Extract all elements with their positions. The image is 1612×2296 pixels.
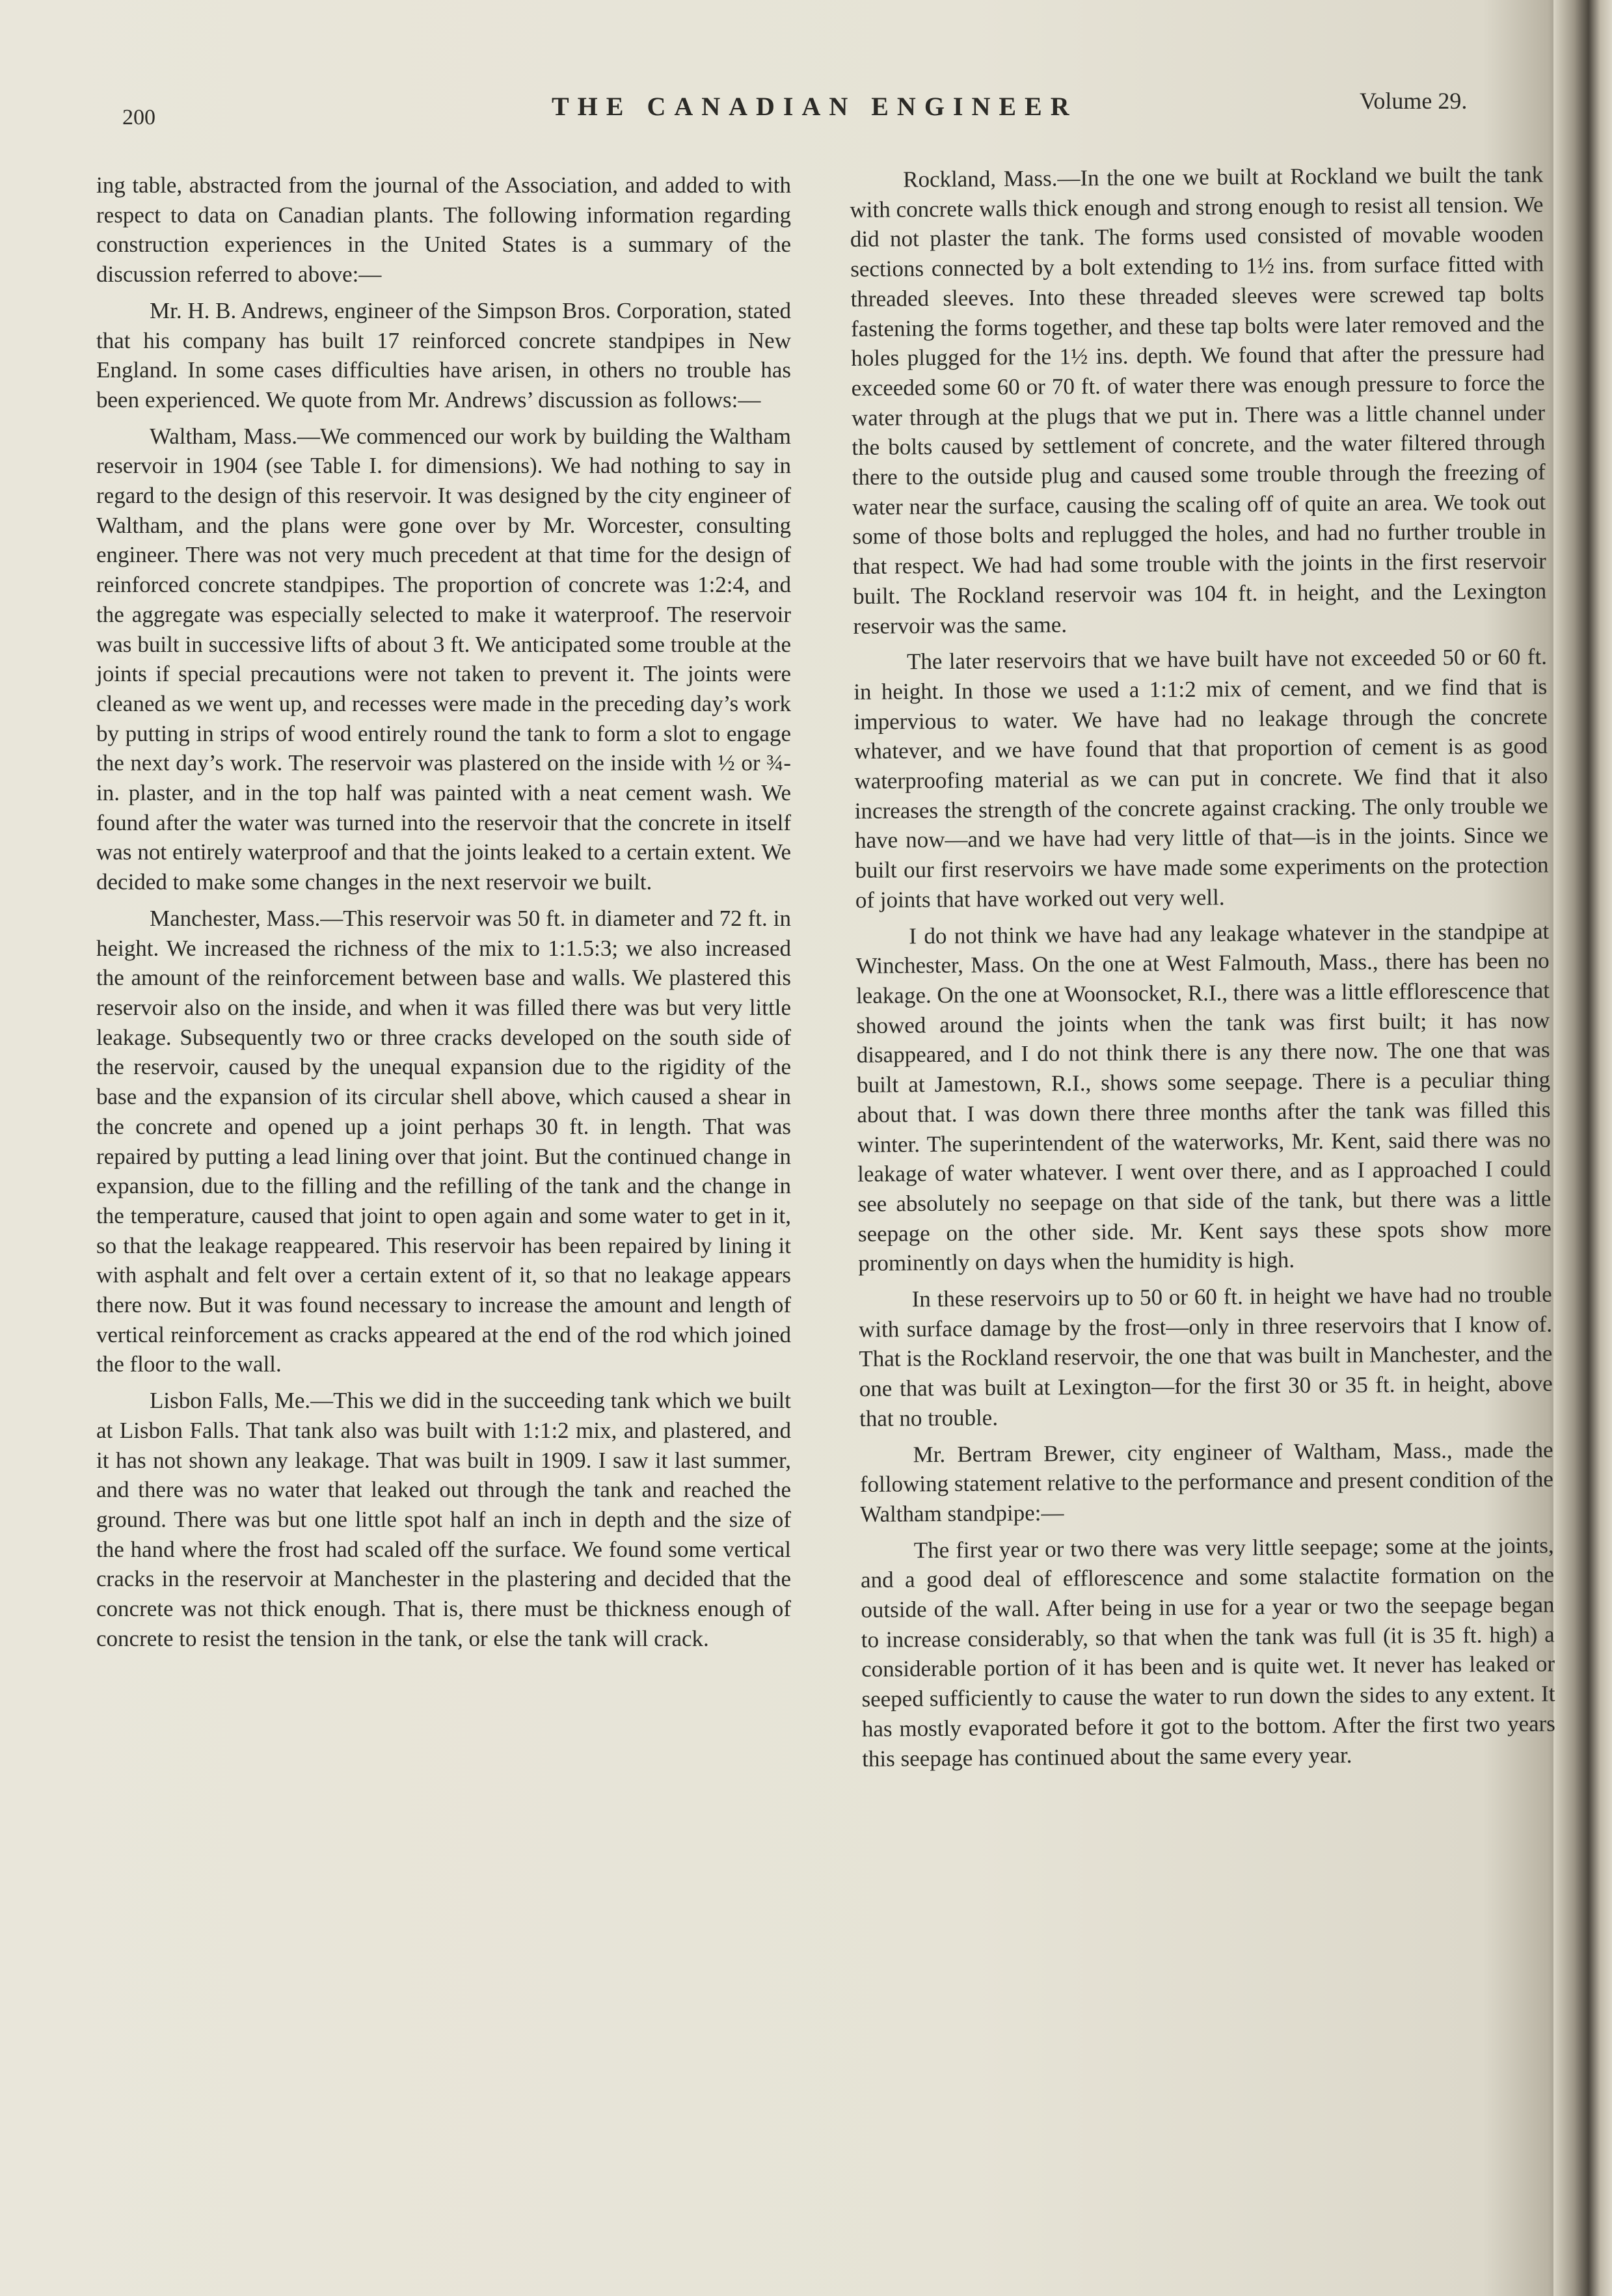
- running-header: [96, 83, 1514, 129]
- journal-title: THE CANADIAN ENGINEER: [552, 92, 1078, 121]
- book-spine-shadow: [1553, 0, 1612, 2296]
- paragraph: The later reservoirs that we have built have not exceeded 50 or 60 ft. in height. In those we used a 1:1:2 mix of cement, and we find that is impervious to water. We have had no leakage through the concrete whatever, and we have found that that proportion of cement is as good waterproofing material as we can put in concrete. We find that it also increases the strength of the concrete against cracking. The only trouble we have now—and we have had very little of that—is in the joints. Since we built our first reservoirs we have made some experiments on the protection of joints that have worked out very well.: [853, 643, 1549, 913]
- page-number: 200: [122, 105, 155, 129]
- paragraph: Mr. Bertram Brewer, city engineer of Waltham, Mass., made the following statement relative to the performance and present condition of the Waltham standpipe:—: [859, 1437, 1554, 1527]
- paragraph: In these reservoirs up to 50 or 60 ft. in height we have had no trouble with surface damage by the frost—only in three reservoirs that I know of. That is the Rockland reservoir, the one that was built in Manchester, and the one that was built at Lexington—for the first 30 or 35 ft. in height, above that no trouble.: [858, 1281, 1553, 1431]
- paragraph: Rockland, Mass.—In the one we built at Rockland we built the tank with concrete walls thick enough and strong enough to resist all tension. We did not plaster the tank. The forms used consisted of movable wooden sections connected by a bolt extending to 1½ ins. from surface fitted with threaded sleeves. Into these threaded sleeves were screwed tap bolts fastening the forms together, and these tap bolts were later removed and the holes plugged for the 1½ ins. depth. We found that after the pressure had exceeded some 60 or 70 ft. of water there was enough pressure to force the water through at the plugs that we put in. There was a little channel under the bolts caused by settlement of concrete, and the water filtered through there to the outside plug and caused some trouble through the freezing of water near the surface, causing the scaling off of quite an area. We took out some of those bolts and replugged the holes, and had no further trouble in that respect. We had had some trouble with the joints in the first reservoir built. The Rockland reservoir was 104 ft. in height, and the Lexington reservoir was the same.: [850, 161, 1547, 639]
- volume-label: Volume 29.: [1360, 88, 1468, 114]
- paragraph: Mr. H. B. Andrews, engineer of the Simpson Bros. Corporation, stated that his company has built 17 reinforced concrete standpipes in New England. In some cases difficulties have arisen, in others no trouble has been experienced. We quote from Mr. Andrews’ discussion as follows:—: [96, 297, 791, 412]
- paragraph: I do not think we have had any leakage whatever in the standpipe at Winchester, Mass. On the one at West Falmouth, Mass., there has been no leakage. On the one at Woonsocket, R.I., there was a little efflorescence that showed around the joints when the tank was first built; it has now disappeared, and I do not think there is any there now. The one that was built at Jamestown, R.I., shows some seepage. There is a peculiar thing about that. I was down there three months after the tank was filled this winter. The superintendent of the waterworks, Mr. Kent, said there was no leakage of water whatever. I went over there, and as I approached I could see absolutely no seepage on that side of the tank, but there was a little seepage on the other side. Mr. Kent says these spots show more prominently on days when the humidity is high.: [855, 918, 1552, 1276]
- paragraph: Lisbon Falls, Me.—This we did in the succeeding tank which we built at Lisbon Falls. That tank also was built with 1:1:2 mix, and plastered, and it has not shown any leakage. That was built in 1909. I saw it last summer, and there was no water that leaked out through the tank and reached the ground. There was but one little spot half an inch in depth and the size of the hand where the frost had scaled off the surface. We found some vertical cracks in the reservoir at Manchester in the plastering and decided that the concrete was not thick enough. That is, there must be thickness enough of concrete to resist the tension in the tank, or else the tank will crack.: [96, 1388, 791, 1651]
- paragraph: Manchester, Mass.—This reservoir was 50 ft. in diameter and 72 ft. in height. We increased the richness of the mix to 1:1.5:3; we also increased the amount of the reinforcement between base and walls. We plastered this reservoir also on the inside, and when it was filled there was but very little leakage. Subsequently two or three cracks developed on the south side of the reservoir, caused by the unequal expansion due to the rigidity of the base and the expansion of its circular shell above, which caused a shear in the concrete and opened up a joint perhaps 30 ft. in length. That was repaired by putting a lead lining over that joint. But the continued change in expansion, due to the filling and the refilling of the tank and the change in the temperature, caused that joint to open again and some water to get in it, so that the leakage reappeared. This reservoir has been repaired by lining it with asphalt and felt over a certain extent of it, so that no leakage appears there now. But it was found necessary to increase the amount and length of vertical reinforcement as cracks appeared at the end of the rod which joined the floor to the wall.: [96, 905, 791, 1377]
- right-column: [850, 160, 1555, 1781]
- paragraph: The first year or two there was very little seepage; some at the joints, and a good deal of efflorescence and some stalactite formation on the outside of the wall. After being in use for a year or two the seepage began to increase considerably, so that when the tank was full (it is 35 ft. high) a considerable portion of it has been and is quite wet. It never has leaked or seeped sufficiently to cause the water to run down the sides to any extent. It has mostly evaporated before it got to the bottom. After the first two years this seepage has continued about the same every year.: [860, 1532, 1555, 1772]
- left-column: [96, 170, 791, 1660]
- paragraph: ing table, abstracted from the journal of the Association, and added to with respect to data on Canadian plants. The following information regarding construction experiences in the United States is a summary of the discussion referred to above:—: [96, 172, 791, 288]
- paragraph: Waltham, Mass.—We commenced our work by building the Waltham reservoir in 1904 (see Table I. for dimensions). We had nothing to say in regard to the design of this reservoir. It was designed by the city engineer of Waltham, and the plans were gone over by Mr. Worcester, consulting engineer. There was not very much precedent at that time for the design of reinforced concrete standpipes. The proportion of concrete was 1:2:4, and the aggregate was especially selected to make it waterproof. The reservoir was built in successive lifts of about 3 ft. We anticipated some trouble at the joints if special precautions were not taken to prevent it. The joints were cleaned as we went up, and recesses were made in the preceding day’s work by putting in strips of wood entirely round the tank to form a slot to engage the next day’s work. The reservoir was plastered on the inside with ½ or ¾-in. plaster, and in the top half was painted with a neat cement wash. We found after the water was turned into the reservoir that the concrete in itself was not entirely waterproof and that the joints leaked to a certain extent. We decided to make some changes in the next reservoir we built.: [96, 423, 791, 895]
